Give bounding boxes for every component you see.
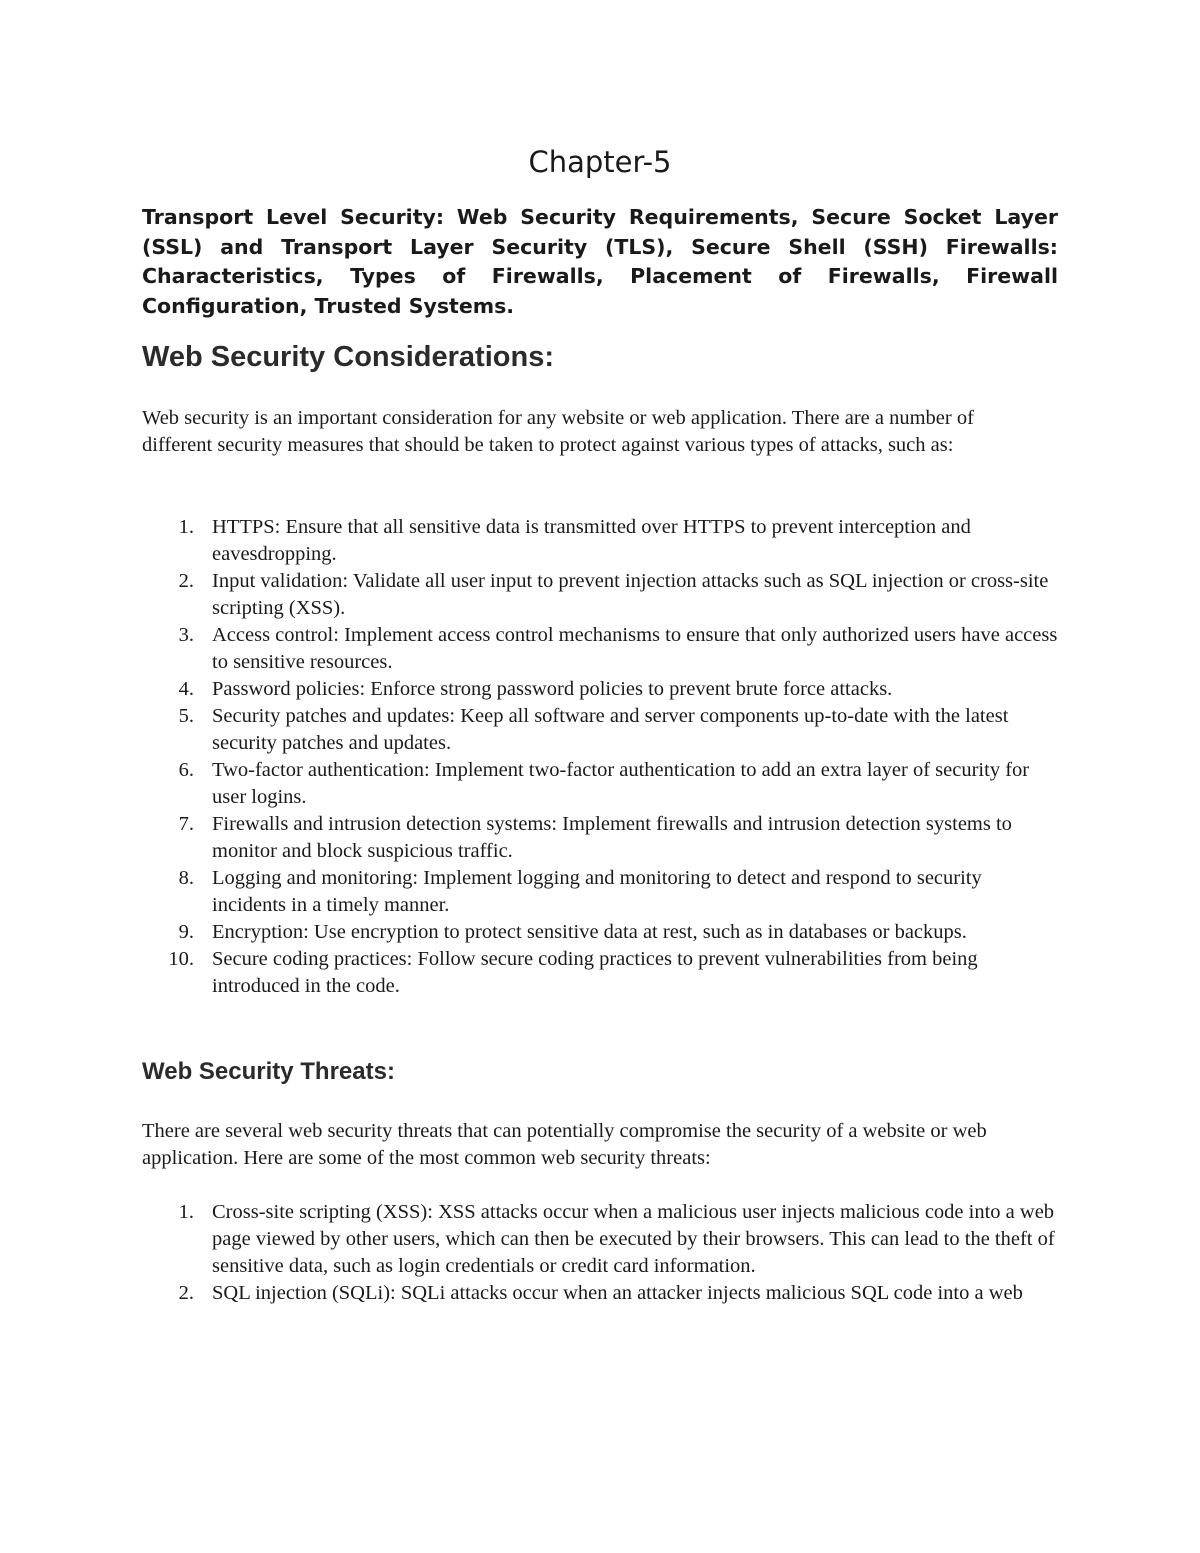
list-item [142,1199,1058,1280]
list-item-text: Logging and monitoring: Implement logging and monitoring to detect and respond to security incidents in a timely manner. [212,867,982,916]
list-item [142,811,1058,865]
list-item [142,919,1058,946]
list-item [142,1280,1058,1307]
section-heading-threats: Web Security Threats: [142,1058,395,1085]
list-item-text: Cross-site scripting (XSS): XSS attacks occur when a malicious user injects malicious code into a web page viewed by other users, which can then be executed by their browsers. This can lead to the theft of sensitive data, such as login credentials or credit card information. [212,1201,1055,1277]
list-item [142,865,1058,919]
list-item-text: SQL injection (SQLi): SQLi attacks occur when an attacker injects malicious SQL code into a web [212,1282,1023,1304]
list-item [142,757,1058,811]
list-item-number: 2. [178,1282,194,1304]
list-item-number: 6. [178,759,194,781]
considerations-intro-paragraph: Web security is an important consideration for any website or web application. There are a number of different security measures that should be taken to protect against various types of attacks, such as: [142,407,974,456]
list-item-number: 3. [178,624,194,646]
list-item-number: 2. [178,570,194,592]
list-item [142,676,1058,703]
list-item [142,514,1058,568]
list-item-number: 5. [178,705,194,727]
threats-intro-paragraph: There are several web security threats that can potentially compromise the security of a website or web application. Here are some of the most common web security threats: [142,1120,987,1169]
chapter-syllabus: Transport Level Security: Web Security Requirements, Secure Socket Layer (SSL) and Transport Layer Security (TLS), Secure Shell (SSH) Firewalls: Characteristics, Types of Firewalls, Placement of Firewalls, Firewall Configuration, Trusted Systems. [142,205,1058,318]
list-item-number: 7. [178,813,194,835]
list-item [142,622,1058,676]
list-item-text: Input validation: Validate all user input to prevent injection attacks such as SQL injection or cross-site scripting (XSS). [212,570,1049,619]
list-item-text: Two-factor authentication: Implement two-factor authentication to add an extra layer of security for user logins. [212,759,1030,808]
list-item-text: HTTPS: Ensure that all sensitive data is transmitted over HTTPS to prevent interception and eavesdropping. [212,516,971,565]
list-item-text: Encryption: Use encryption to protect sensitive data at rest, such as in databases or backups. [212,921,967,943]
chapter-title: Chapter-5 [528,145,672,179]
list-item-number: 1. [178,516,194,538]
list-item-text: Access control: Implement access control mechanisms to ensure that only authorized users have access to sensitive resources. [212,624,1058,673]
list-item [142,568,1058,622]
considerations-list [142,514,1058,1000]
threats-list [142,1199,1058,1307]
list-item [142,946,1058,1000]
list-item-text: Firewalls and intrusion detection systems: Implement firewalls and intrusion detection systems to monitor and block suspicious traffic. [212,813,1012,862]
list-item-number: 8. [178,867,194,889]
section-heading-considerations: Web Security Considerations: [142,341,554,373]
list-item-text: Secure coding practices: Follow secure coding practices to prevent vulnerabilities from being introduced in the code. [212,948,978,997]
list-item-text: Security patches and updates: Keep all software and server components up-to-date with the latest security patches and updates. [212,705,1009,754]
list-item-number: 1. [178,1201,194,1223]
list-item-number: 9. [178,921,194,943]
list-item-number: 10. [168,948,194,970]
list-item-text: Password policies: Enforce strong password policies to prevent brute force attacks. [212,678,893,700]
list-item [142,703,1058,757]
list-item-number: 4. [178,678,194,700]
